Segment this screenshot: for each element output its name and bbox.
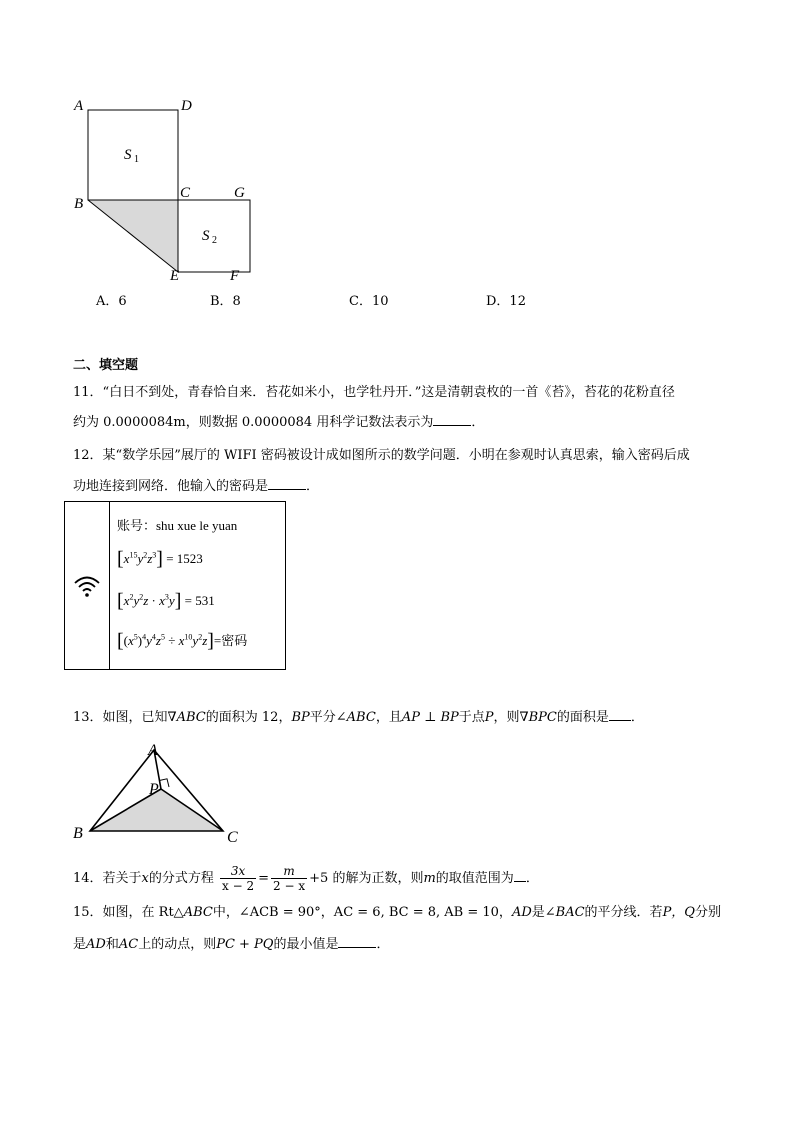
q14-text-d: 的取值范围为 bbox=[435, 871, 514, 886]
q11-text: 约为 0.0000084m，则数据 0.0000084 用科学记数法表示为 bbox=[73, 415, 434, 430]
label-e: E bbox=[170, 268, 180, 284]
wifi-icon bbox=[73, 574, 101, 598]
q15-ac: AC bbox=[118, 937, 139, 952]
q15-period: ． bbox=[376, 937, 390, 952]
q14-text-c: 的解为正数，则 bbox=[332, 871, 424, 886]
q14-fraction-2 bbox=[271, 864, 307, 893]
q13-line bbox=[73, 708, 644, 727]
wifi-icon-column bbox=[65, 502, 110, 669]
q11-line2 bbox=[73, 413, 484, 432]
q15-pc-pq: PC + PQ bbox=[216, 937, 274, 952]
option-a: A．6 bbox=[96, 294, 127, 309]
q13-period: ． bbox=[630, 710, 644, 725]
q15-bac: BAC bbox=[555, 905, 585, 920]
q13-ap-bp: AP ⊥ BP bbox=[401, 710, 459, 725]
label-d: D bbox=[181, 98, 192, 114]
q11-line1: 11．“白日不到处，青春恰自来．苔花如米小，也学牡丹开．”这是清朝袁枚的一首《苔》，苔花的花粉直径 bbox=[73, 385, 675, 400]
label-s1: S bbox=[124, 147, 132, 163]
q15-text-a: 15．如图，在 Rt△ bbox=[73, 905, 184, 920]
wifi-account: 账号：shu xue le yuan bbox=[117, 518, 238, 533]
q14-num1: 3x bbox=[220, 864, 256, 879]
q15-line1 bbox=[73, 904, 721, 922]
label-a: A bbox=[74, 98, 84, 114]
q13-text-g: 的面积是 bbox=[556, 710, 609, 725]
q14-den2: 2 − x bbox=[273, 879, 306, 893]
q15-text-c: ， bbox=[498, 905, 512, 920]
q13-text-d: ，且 bbox=[375, 710, 402, 725]
q14-line bbox=[73, 862, 539, 896]
q13-text-f: ，则∇ bbox=[493, 710, 529, 725]
q11-answer-blank bbox=[433, 413, 471, 426]
q12-text: 功地连接到网络．他输入的密码是 bbox=[73, 479, 269, 494]
q15-pq: P，Q bbox=[662, 905, 695, 920]
label-s2-sub: 2 bbox=[212, 235, 217, 246]
q14-plus5: +5 bbox=[309, 871, 329, 886]
figure-squares bbox=[70, 95, 260, 285]
q14-m: m bbox=[423, 871, 436, 886]
label-g: G bbox=[234, 185, 245, 201]
q13-p: P bbox=[484, 710, 494, 725]
q14-num2: m bbox=[271, 864, 307, 879]
section-heading: 二、填空题 bbox=[73, 358, 139, 373]
label-b: B bbox=[74, 196, 84, 212]
q14-fraction-1 bbox=[220, 864, 256, 893]
q14-period: ． bbox=[525, 871, 539, 886]
label-f: F bbox=[230, 268, 240, 284]
wifi-eq3-result: =密码 bbox=[213, 633, 248, 648]
q13-text-a: 13．如图，已知∇ bbox=[73, 710, 177, 725]
wifi-equation-3: $[(x^5)^4y^4z^5 \div x^{10}y^2z]=$密码 bbox=[117, 630, 248, 652]
q15-text-g: 是 bbox=[73, 937, 87, 952]
q12-period: ． bbox=[306, 479, 320, 494]
label-s1-sub: 1 bbox=[134, 154, 139, 165]
q12-line1: 12．某“数学乐园”展厅的 WIFI 密码被设计成如图所示的数学问题．小明在参观时认真思索，输入密码后成 bbox=[73, 448, 690, 463]
q15-text-i: 上的动点，则 bbox=[138, 937, 217, 952]
q13-abc2: ABC bbox=[346, 710, 376, 725]
q14-x: x bbox=[141, 871, 149, 886]
label-a: A bbox=[148, 742, 158, 759]
q11-period: ． bbox=[471, 415, 485, 430]
q15-ad2: AD bbox=[86, 937, 106, 952]
q15-text-f: 分别 bbox=[694, 905, 721, 920]
q14-text-b: 的分式方程 bbox=[148, 871, 214, 886]
label-c: C bbox=[227, 829, 238, 846]
wifi-eq1-result: = 1523 bbox=[166, 551, 203, 566]
q14-answer-blank bbox=[514, 869, 526, 882]
q13-text-c: 平分∠ bbox=[309, 710, 347, 725]
q13-text-e: 于点 bbox=[458, 710, 485, 725]
q13-bp: BP bbox=[291, 710, 310, 725]
q15-abc: ABC bbox=[183, 905, 213, 920]
q14-text-a: 14．若关于 bbox=[73, 871, 142, 886]
label-p: P bbox=[149, 781, 159, 798]
figure-triangle bbox=[70, 738, 250, 848]
q13-bpc: BPC bbox=[528, 710, 557, 725]
q15-text-j: 的最小值是 bbox=[273, 937, 339, 952]
q15-line2 bbox=[73, 935, 390, 954]
q15-text-b: 中，∠ACB = 90°，AC = 6, BC = 8, AB = 10 bbox=[212, 905, 499, 920]
q15-text-h: 和 bbox=[105, 937, 119, 952]
label-s2: S bbox=[202, 228, 210, 244]
q14-den1: x − 2 bbox=[222, 879, 255, 893]
q13-abc: ABC bbox=[176, 710, 206, 725]
option-d: D．12 bbox=[486, 294, 526, 309]
q13-answer-blank bbox=[609, 708, 631, 721]
q15-ad: AD bbox=[511, 905, 532, 920]
q12-answer-blank bbox=[268, 477, 306, 490]
option-c: C．10 bbox=[349, 294, 389, 309]
label-c: C bbox=[180, 185, 191, 201]
wifi-eq2-result: = 531 bbox=[184, 593, 215, 608]
label-b: B bbox=[73, 825, 83, 842]
q14-equals: = bbox=[258, 871, 270, 886]
wifi-equation-1: $[x^{15}y^2z^3] = 1523$ bbox=[117, 548, 203, 570]
wifi-equation-2: $[x^2y^2z \cdot x^3y] = 531$ bbox=[117, 590, 215, 612]
square-abcd bbox=[88, 110, 178, 200]
q15-answer-blank bbox=[338, 935, 376, 948]
q13-text-b: 的面积为 12， bbox=[205, 710, 292, 725]
option-b: B．8 bbox=[210, 294, 241, 309]
q15-text-e: 的平分线．若 bbox=[584, 905, 663, 920]
q12-line2 bbox=[73, 477, 319, 496]
wifi-puzzle-box bbox=[64, 501, 286, 670]
q15-text-d: 是∠ bbox=[531, 905, 556, 920]
